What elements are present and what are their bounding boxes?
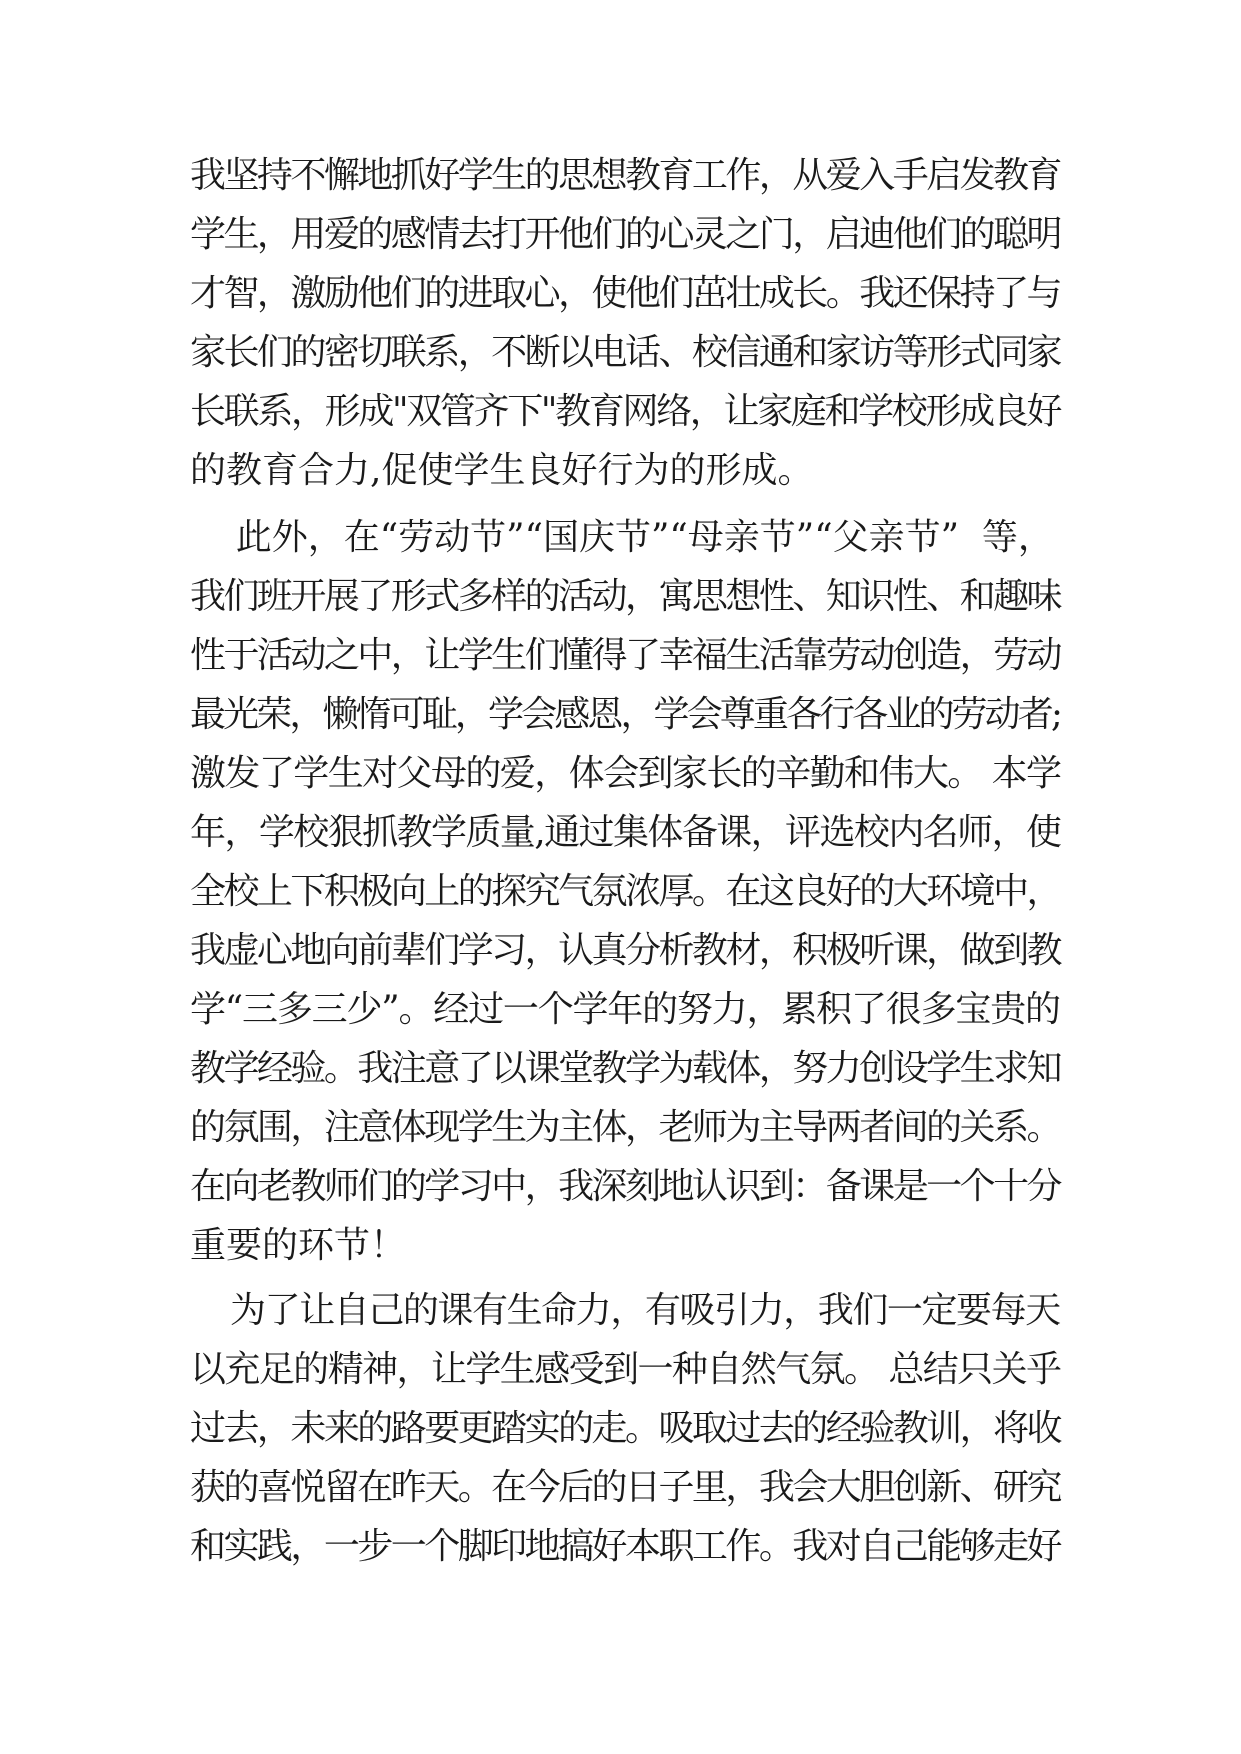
text-line: 过去，未来的路要更踏实的走。吸取过去的经验教训，将收 (190, 1408, 1061, 1449)
text-line: 性于活动之中，让学生们懂得了幸福生活靠劳动创造，劳动 (190, 635, 1061, 676)
text-line: 全校上下积极向上的探究气氛浓厚。在这良好的大环境中， (190, 871, 1061, 912)
text-line: 我们班开展了形式多样的活动，寓思想性、知识性、和趣味 (190, 576, 1061, 617)
text-line: 为了让自己的课有生命力，有吸引力，我们一定要每天 (190, 1290, 1060, 1331)
text-line: 才智，激励他们的进取心，使他们茁壮成长。我还保持了与 (190, 273, 1061, 314)
text-line: 长联系，形成"双管齐下"教育网络，让家庭和学校形成良好 (190, 391, 1061, 432)
text-line: 学“三多三少”。经过一个学年的努力，累积了很多宝贵的 (190, 989, 1060, 1030)
text-line: 年，学校狠抓教学质量,通过集体备课，评选校内名师，使 (190, 812, 1061, 853)
text-line: 以充足的精神，让学生感受到一种自然气氛。 总结只关乎 (190, 1349, 1061, 1390)
text-line: 我坚持不懈地抓好学生的思想教育工作，从爱入手启发教育 (190, 155, 1061, 196)
text-line: 最光荣，懒惰可耻，学会感恩，学会尊重各行各业的劳动者; (190, 694, 1061, 735)
text-line: 激发了学生对父母的爱，体会到家长的辛勤和伟大。 本学 (190, 753, 1061, 794)
text-line: 在向老教师们的学习中，我深刻地认识到：备课是一个十分 (190, 1166, 1061, 1207)
text-line: 家长们的密切联系，不断以电话、校信通和家访等形式同家 (190, 332, 1061, 373)
text-line: 教学经验。我注意了以课堂教学为载体，努力创设学生求知 (190, 1048, 1061, 1089)
text-line: 我虚心地向前辈们学习，认真分析教材，积极听课，做到教 (190, 930, 1061, 971)
text-line: 和实践，一步一个脚印地搞好本职工作。我对自己能够走好 (190, 1526, 1061, 1567)
text-line: 学生，用爱的感情去打开他们的心灵之门，启迪他们的聪明 (190, 214, 1061, 255)
text-line: 获的喜悦留在昨天。在今后的日子里，我会大胆创新、研究 (190, 1467, 1061, 1508)
text-line: 重要的环节！ (190, 1225, 407, 1266)
text-line: 此外，在“劳动节”“国庆节”“母亲节”“父亲节” 等， (190, 517, 1054, 558)
text-line: 的教育合力,促使学生良好行为的形成。 (190, 450, 814, 491)
text-line: 的氛围，注意体现学生为主体，老师为主导两者间的关系。 (190, 1107, 1061, 1148)
